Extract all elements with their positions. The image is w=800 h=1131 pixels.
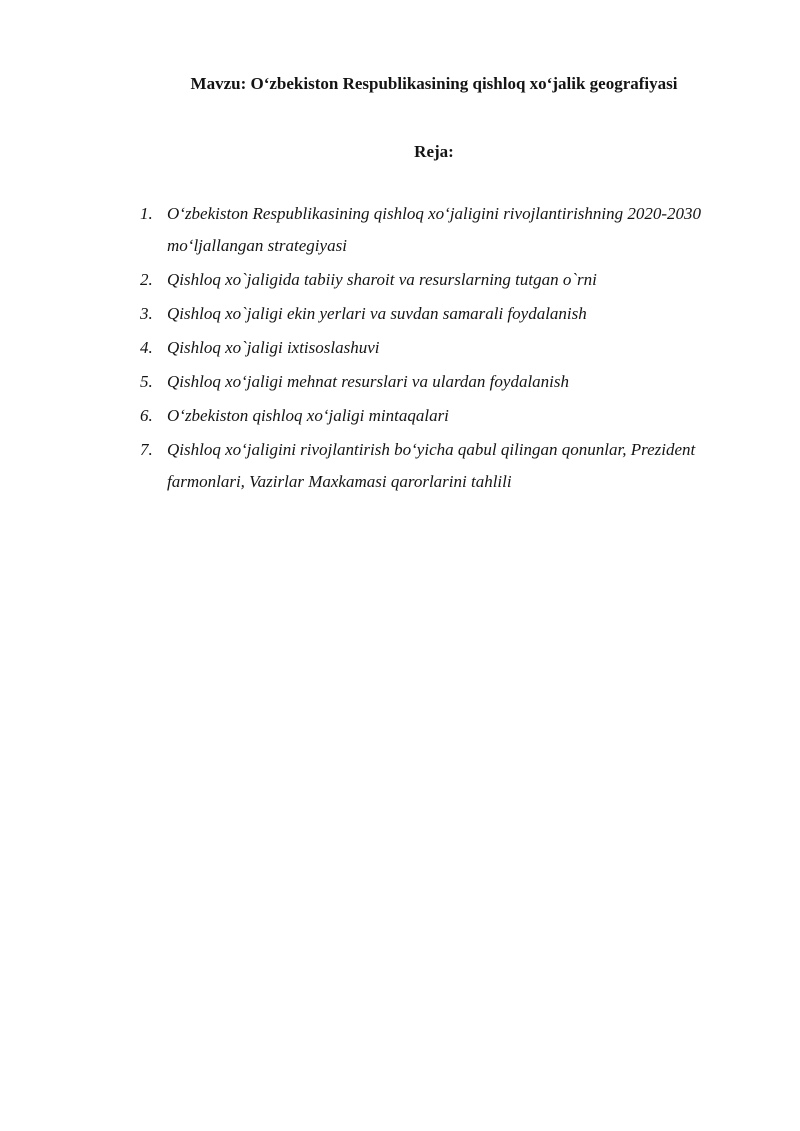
plan-heading: Reja: — [414, 142, 454, 161]
plan-list-item-5: Qishloq xoʻjaligi mehnat resurslari va ulardan foydalanish — [167, 372, 570, 391]
plan-list-item-4: Qishloq xo`jaligi ixtisoslashuvi — [167, 338, 380, 357]
plan-list-item-1: Oʻzbekiston Respublikasining qishloq xoʻjaligini rivojlantirishning 2020-2030 moʻljallangan strategiyasi — [167, 204, 702, 255]
plan-list-item-2: Qishloq xo`jaligida tabiiy sharoit va resurslarning tutgan o`rni — [167, 270, 597, 289]
plan-list-item-7: Qishloq xoʻjaligini rivojlantirish boʻyicha qabul qilingan qonunlar, Prezident farmonlari, Vazirlar Maxkamasi qarorlarini tahlili — [167, 440, 696, 491]
document-title: Mavzu: Oʻzbekiston Respublikasining qishloq xoʻjalik geografiyasi — [190, 74, 678, 93]
plan-list-item-6: Oʻzbekiston qishloq xoʻjaligi mintaqalari — [167, 406, 449, 425]
plan-list-item-3: Qishloq xo`jaligi ekin yerlari va suvdan samarali foydalanish — [167, 304, 587, 323]
plan-list — [140, 198, 728, 498]
